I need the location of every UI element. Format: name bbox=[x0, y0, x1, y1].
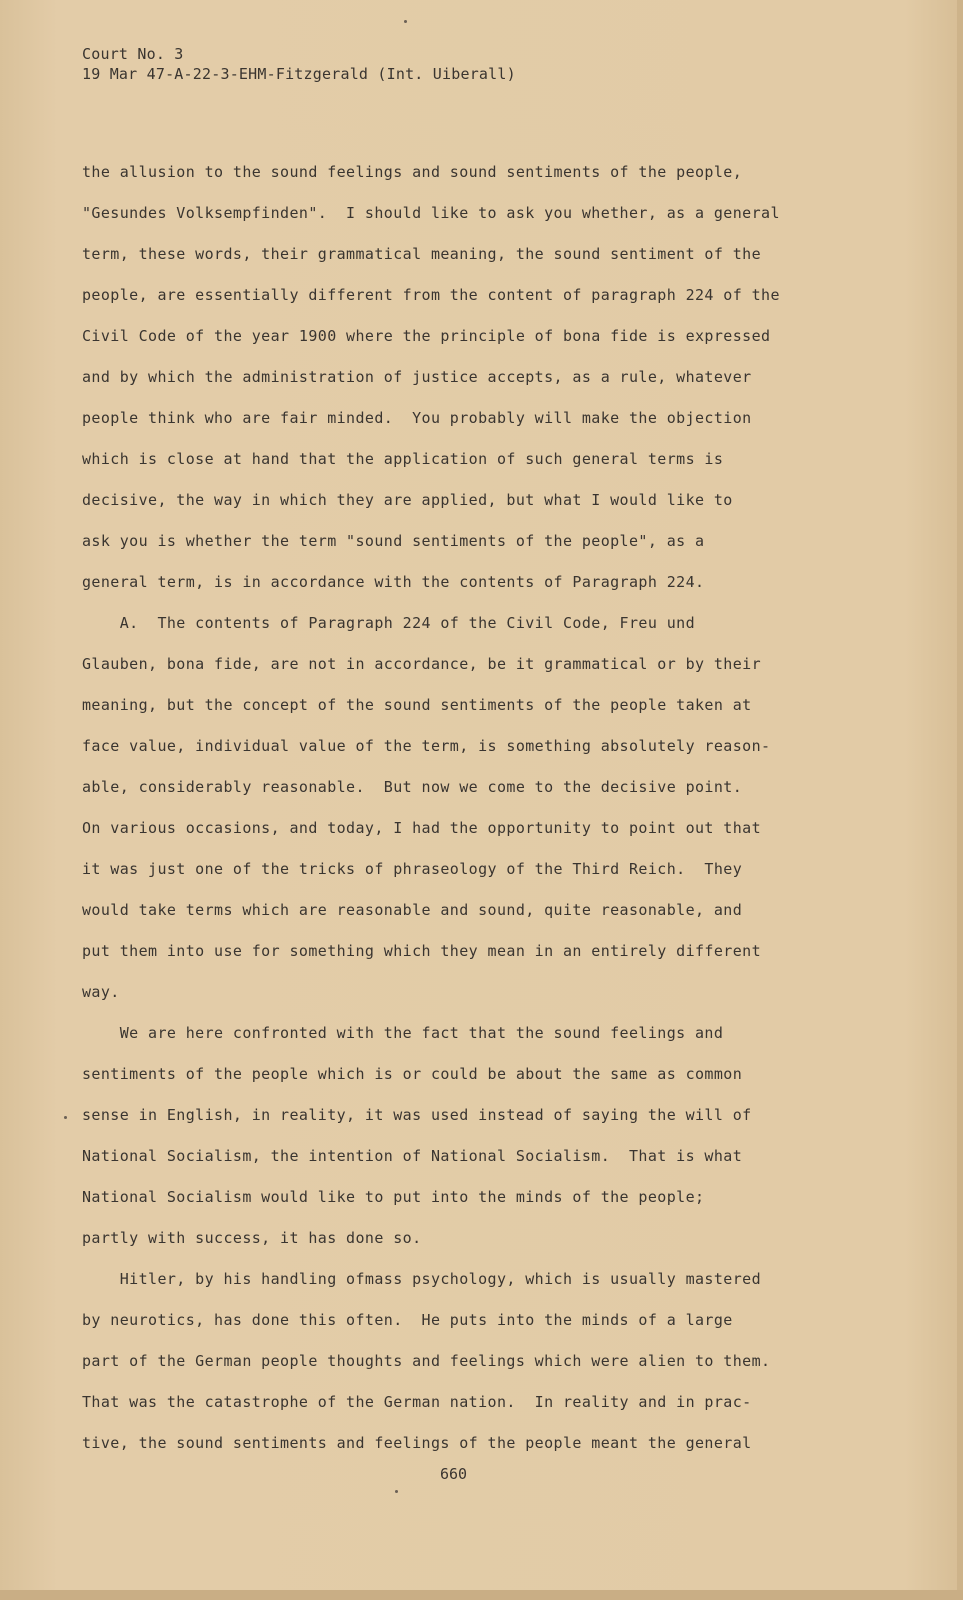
text-line: Civil Code of the year 1900 where the principle of bona fide is expressed bbox=[82, 327, 771, 345]
text-line: the allusion to the sound feelings and sound sentiments of the people, bbox=[82, 163, 743, 181]
page-edge-bottom bbox=[0, 1590, 963, 1600]
text-line: "Gesundes Volksempfinden". I should like to ask you whether, as a general bbox=[82, 204, 780, 222]
text-line: people think who are fair minded. You probably will make the objection bbox=[82, 409, 752, 427]
text-line: Hitler, by his handling ofmass psychology, which is usually mastered bbox=[82, 1270, 762, 1288]
text-line: by neurotics, has done this often. He puts into the minds of a large bbox=[82, 1311, 733, 1329]
court-number: Court No. 3 bbox=[82, 45, 184, 63]
text-line: A. The contents of Paragraph 224 of the Civil Code, Freu und bbox=[82, 614, 695, 632]
paper-speck bbox=[395, 1490, 398, 1493]
text-line: general term, is in accordance with the contents of Paragraph 224. bbox=[82, 573, 705, 591]
text-line: part of the German people thoughts and feelings which were alien to them. bbox=[82, 1352, 771, 1370]
paper-speck bbox=[64, 1116, 67, 1119]
text-line: which is close at hand that the application of such general terms is bbox=[82, 450, 724, 468]
text-line: and by which the administration of justice accepts, as a rule, whatever bbox=[82, 368, 752, 386]
page-edge-right bbox=[957, 0, 963, 1600]
text-line: National Socialism, the intention of National Socialism. That is what bbox=[82, 1147, 743, 1165]
text-line: it was just one of the tricks of phraseology of the Third Reich. They bbox=[82, 860, 743, 878]
text-line: face value, individual value of the term, is something absolutely reason- bbox=[82, 737, 771, 755]
text-line: We are here confronted with the fact that the sound feelings and bbox=[82, 1024, 724, 1042]
text-line: sentiments of the people which is or could be about the same as common bbox=[82, 1065, 743, 1083]
session-reference: 19 Mar 47-A-22-3-EHM-Fitzgerald (Int. Uiberall) bbox=[82, 65, 516, 83]
text-line: term, these words, their grammatical meaning, the sound sentiment of the bbox=[82, 245, 762, 263]
text-line: sense in English, in reality, it was used instead of saying the will of bbox=[82, 1106, 752, 1124]
text-line: Glauben, bona fide, are not in accordance, be it grammatical or by their bbox=[82, 655, 762, 673]
text-line: would take terms which are reasonable and sound, quite reasonable, and bbox=[82, 901, 743, 919]
paper-speck bbox=[404, 20, 407, 23]
text-line: ask you is whether the term "sound sentiments of the people", as a bbox=[82, 532, 705, 550]
text-line: able, considerably reasonable. But now we come to the decisive point. bbox=[82, 778, 743, 796]
text-line: people, are essentially different from the content of paragraph 224 of the bbox=[82, 286, 780, 304]
page-number: 660 bbox=[440, 1465, 468, 1483]
page-header bbox=[82, 44, 516, 84]
text-line: meaning, but the concept of the sound sentiments of the people taken at bbox=[82, 696, 752, 714]
text-line: tive, the sound sentiments and feelings of the people meant the general bbox=[82, 1434, 752, 1452]
text-line: decisive, the way in which they are applied, but what I would like to bbox=[82, 491, 733, 509]
text-line: National Socialism would like to put into the minds of the people; bbox=[82, 1188, 705, 1206]
text-line: On various occasions, and today, I had the opportunity to point out that bbox=[82, 819, 762, 837]
text-line: partly with success, it has done so. bbox=[82, 1229, 422, 1247]
text-line: way. bbox=[82, 983, 120, 1001]
text-line: put them into use for something which they mean in an entirely different bbox=[82, 942, 762, 960]
text-line: That was the catastrophe of the German nation. In reality and in prac- bbox=[82, 1393, 752, 1411]
